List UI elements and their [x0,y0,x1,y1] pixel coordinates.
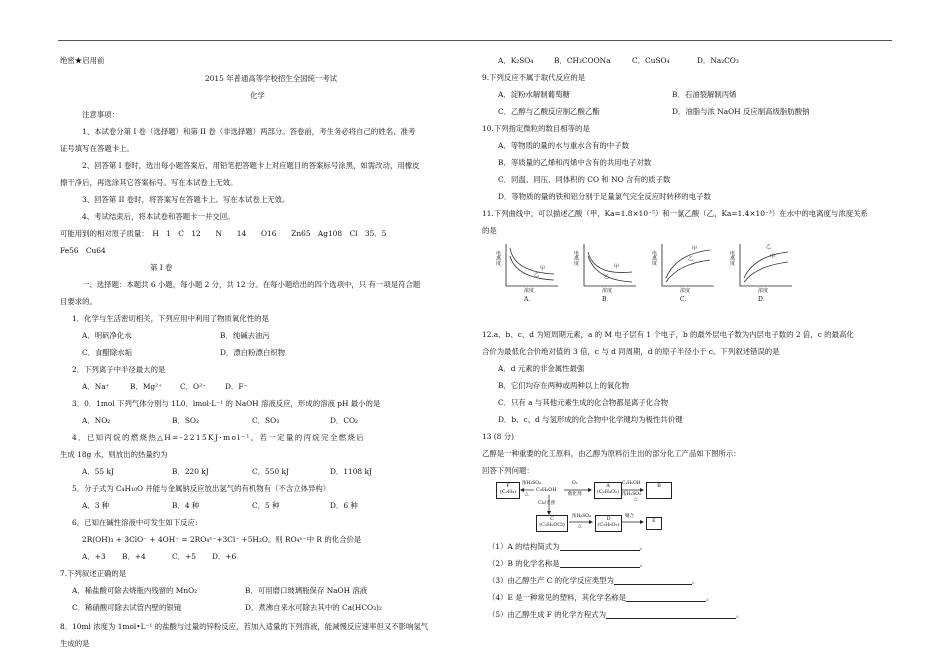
question-stem: 7.下列叙述正确的是 [60,569,127,578]
question-stem: 12.a、b、c、d 为短周期元素，a 的 M 电子层有 1 个电子，b 的最外层电子数为内层电子数的 2 倍，c 的最高化 [482,330,854,339]
q13-item: （1）A 的结构简式为 。 [488,542,647,551]
option: B．CH₃COONa [554,56,611,65]
atomic-masses-2: Fe56 Cu64 [60,246,106,255]
notice-line: 4、考试结束后，将本试卷和答题卡一并交回。 [82,212,235,221]
reagent: △ [578,524,582,529]
ionization-graph [730,240,796,302]
ionization-curve [744,252,788,278]
q13-item: （4）E 是一种常见的塑料，其化学名称是 。 [488,593,714,602]
q13-item-text: （1）A 的结构简式为 [488,542,560,551]
option: A．NO₂ [82,416,111,425]
option: B．它们均存在两种或两种以上的氧化物 [498,381,630,390]
q13-item-text: （5）由乙醇生成 F 的化学方程式为 [488,610,606,619]
option: D．煮沸自来水可除去其中的 Ca(HCO₃)₂ [245,603,382,612]
equation: 2R(OH)₃ + 3ClO⁻ + 4OH⁻ = 2RO₄ⁿ⁻+3Cl⁻ +5H₂O。则 RO₄ⁿ⁻中 R 的化合价是 [82,535,362,544]
reagent: △ [634,497,638,502]
q13-item-text: （2）B 的化学名称是 [488,559,560,568]
option: C．食醋除水垢 [82,348,132,357]
y-axis-label: 电离度 [730,251,736,267]
option: D．b、c、d 与氢形成的化合物中化学键均为极性共价键 [498,415,683,424]
option: A．+3 [82,552,106,561]
part1-title: 第 I 卷 [150,263,173,272]
option: C．乙醇与乙酸反应制乙酸乙酯 [498,107,600,116]
reagent: 催化剂 [568,492,582,497]
answer-blank[interactable] [560,543,640,551]
box-e: E [646,517,662,530]
ionization-curve [744,262,788,282]
curve-label: 甲 [770,254,776,260]
option: D．F⁻ [225,382,248,391]
notice-line: 擦干净后，再选涂其它答案标号。写在本试卷上无效。 [60,178,238,187]
option: C．550 kJ [252,467,289,476]
x-axis-label: 浓度 [602,288,613,294]
option: B．纯碱去油污 [220,331,270,340]
reagent: 浓H₂SO₄ [622,492,641,497]
option: D．6 种 [330,501,358,510]
ionization-graph [652,240,718,302]
option: C．SO₃ [252,416,280,425]
ionization-graph [574,240,640,302]
axis-lines [584,244,636,286]
box-a: A (C₂H₄O₂) [594,482,622,499]
graph-option-letter: D． [758,296,769,303]
question-stem: 10.下列指定微粒的数目相等的是 [482,124,590,133]
answer-blank[interactable] [626,594,706,602]
option: B．Mg²⁺ [130,382,162,391]
option: D．漂白粉漂白织物 [220,348,286,357]
option: C．只有 a 与其他元素生成的化合物都是离子化合物 [498,398,668,407]
y-axis-label: 电离度 [496,251,502,267]
y-axis-label: 电离度 [652,251,658,267]
graph-option-letter: C． [680,296,691,303]
question-stem: 6．已知在碱性溶液中可发生如下反应: [72,518,198,527]
answer-blank[interactable] [560,560,640,568]
exam-title: 2015 年普通高等学校招生全国统一考试 [205,74,338,83]
option: C．CuSO₄ [632,56,670,65]
curve-label: 乙 [766,244,772,250]
option: B．SO₂ [172,416,199,425]
y-axis-label: 电离度 [574,251,580,267]
curve-label: 乙 [534,272,540,278]
curve-label: 乙 [604,274,610,280]
option: B．可用磨口玻璃瓶保存 NaOH 溶液 [245,586,368,595]
question-prompt: 回答下列问题： [482,466,534,475]
option: A．Na⁺ [82,382,110,391]
question-title: 13 (8 分) [482,432,514,441]
ionization-curve [666,250,710,278]
question-stem: 1．化学与生活密切相关，下列应用中利用了物质氧化性的是 [72,314,269,323]
option: C．稀硝酸可除去试管内壁的银镜 [72,603,182,612]
option: D．等物质的量的铁和铝分别于足量氯气完全反应时转移的电子数 [498,192,711,201]
question-stem: 2．下列离子中半径最大的是 [72,365,166,374]
option: A．K₂SO₄ [498,56,534,65]
question-stem: 5．分子式为 C₄H₁₀O 并能与金属钠反应放出氢气的有机物有（不含立体异构） [72,484,331,493]
q11-graphs [496,240,796,320]
box-b: B [646,482,672,499]
x-axis-label: 浓度 [680,288,691,294]
question-stem-cont: 合价为最低化合价绝对值的 3 倍，c 与 d 同周期，d 的原子半径小于 c。下列叙述错误的是 [482,347,780,356]
option: D．CO₂ [330,416,358,425]
option: C．O²⁻ [180,382,206,391]
option: A．淀粉水解制葡萄糖 [498,90,570,99]
reagent: 浓H₂SO₄ [572,514,591,519]
secret-label: 绝密★启用前 [60,56,105,65]
option: A．等物质的量的水与重水含有的中子数 [498,141,629,150]
curve-label: 甲 [614,264,620,270]
q13-item-text: （4）E 是一种常见的塑料，其化学名称是 [488,593,627,602]
q13-item: （5）由乙醇生成 F 的化学方程式为 。 [488,610,744,619]
ionization-curve [588,256,632,282]
option: B．220 kJ [172,467,209,476]
x-axis-label: 浓度 [524,288,535,294]
option: B．等质量的乙烯和丙烯中含有的共用电子对数 [498,158,652,167]
atomic-masses: 可能用到的相对原子质量： H 1 C 12 N 14 O16 Zn65 Ag108 Cl 35．5 [60,229,387,238]
graph-option-letter: A． [524,296,535,303]
curve-label: 乙 [688,256,694,262]
option: B．石油裂解制丙烯 [672,90,737,99]
question-stem-cont: 生成 18g 水，则放出的热量约为 [60,450,168,459]
part1-instructions: 目要求的。 [60,297,97,306]
question-stem: 11.下列曲线中，可以描述乙酸（甲，Ka=1.8×10⁻⁵）和一氯乙酸（乙，Ka=1.4×10⁻³）在水中的电离度与浓度关系 [482,209,868,218]
ethanol: C₂H₅OH [536,487,557,493]
notice-line: 2、回答第 I 卷时，选出每小题答案后，用铅笔把答题卡上对应题目的答案标号涂黑，如需改动，用橡皮 [82,161,420,170]
box-c: C (C₂H₅OCl) [536,515,568,532]
reagent: 聚合 [625,514,634,519]
option: D．1108 kJ [330,467,372,476]
ionization-curve [666,260,710,282]
question-intro: 乙醇是一种重要的化工原料，由乙醇为原料衍生出的部分化工产品如下图所示： [482,449,741,458]
reagent: Cl₂/光照 [538,501,556,506]
option: D．+6 [212,552,237,561]
question-stem: 4．已知丙烷的燃烧热△H=-2215KJ·mol⁻¹，若一定量的丙烷完全燃烧后 [72,433,366,442]
reagent: △ [525,492,529,497]
option: A．稀盐酸可除去烧瓶内残留的 MnO₂ [72,586,198,595]
option: B．+4 [122,552,146,561]
option: D．油脂与浓 NaOH 反应制高级脂肪酸钠 [672,107,810,116]
notice-title: 注意事项： [82,110,119,119]
reaction-scheme [494,480,704,540]
ionization-curve [588,252,632,273]
option: A．55 kJ [82,467,114,476]
answer-blank[interactable] [606,611,736,619]
question-stem: 3．0．1mol 下列气体分别与 1L0．lmol·L⁻¹ 的 NaOH 溶液反应，形成的溶液 pH 最小的是 [72,399,381,408]
option: B．4 种 [172,501,200,510]
option: D．Na₂CO₃ [697,56,739,65]
axis-lines [740,244,792,286]
notice-line: 1、本试卷分第 I 卷（选择题）和第 II 卷（非选择题）两部分。答卷前，考生务必将自己的姓名、准考 [82,127,416,136]
top-rule [58,40,892,41]
option: C．+5 [172,552,196,561]
question-stem: 8．10ml 浓度为 1mol•L⁻¹ 的盐酸与过量的锌粉反应，若加入适量的下列溶液，能减慢反应速率但又不影响氢气 [60,622,429,631]
option: C．5 种 [252,501,280,510]
answer-blank[interactable] [614,577,692,585]
option: A．d 元素的非金属性最强 [498,364,585,373]
subject-title: 化学 [250,91,265,100]
curve-label: 甲 [692,246,698,252]
question-stem: 9.下列反应不属于取代反应的是 [482,73,586,82]
ionization-curve [510,256,554,280]
reagent: O₂ [572,481,578,486]
box-f: F (C₂H₄) [496,482,520,499]
graph-option-letter: B． [602,296,613,303]
q13-item: （3）由乙醇生产 C 的化学反应类型为 。 [488,576,700,585]
x-axis-label: 浓度 [758,288,769,294]
question-stem-cont: 生成的是 [60,639,90,648]
option: A．3 种 [82,501,110,510]
q13-item-text: （3）由乙醇生产 C 的化学反应类型为 [488,576,614,585]
reagent: 浓H₂SO₄ [522,481,541,486]
part1-instructions: 一、选择题：本题共 6 小题，每小题 2 分，共 12 分。在每小题给出的四个选项中，只 有一项是符合题 [82,280,421,289]
box-d: D (C₂H₆O₂) [595,515,622,532]
notice-line: 证号填写在答题卡上。 [60,144,134,153]
option: A．明矾净化水 [82,331,132,340]
ethanol: C₂H₅OH [622,481,641,486]
option: C．同温、同压、同体积的 CO 和 NO 含有的质子数 [498,175,671,184]
q13-item: （2）B 的化学名称是 。 [488,559,648,568]
notice-line: 3、回答第 II 卷时，将答案写在答题卡上。写在本试卷上无效。 [82,195,290,204]
curve-label: 甲 [540,266,546,272]
question-stem-cont: 的是 [482,226,497,235]
ionization-graph [496,240,562,302]
ionization-curve [510,248,554,274]
